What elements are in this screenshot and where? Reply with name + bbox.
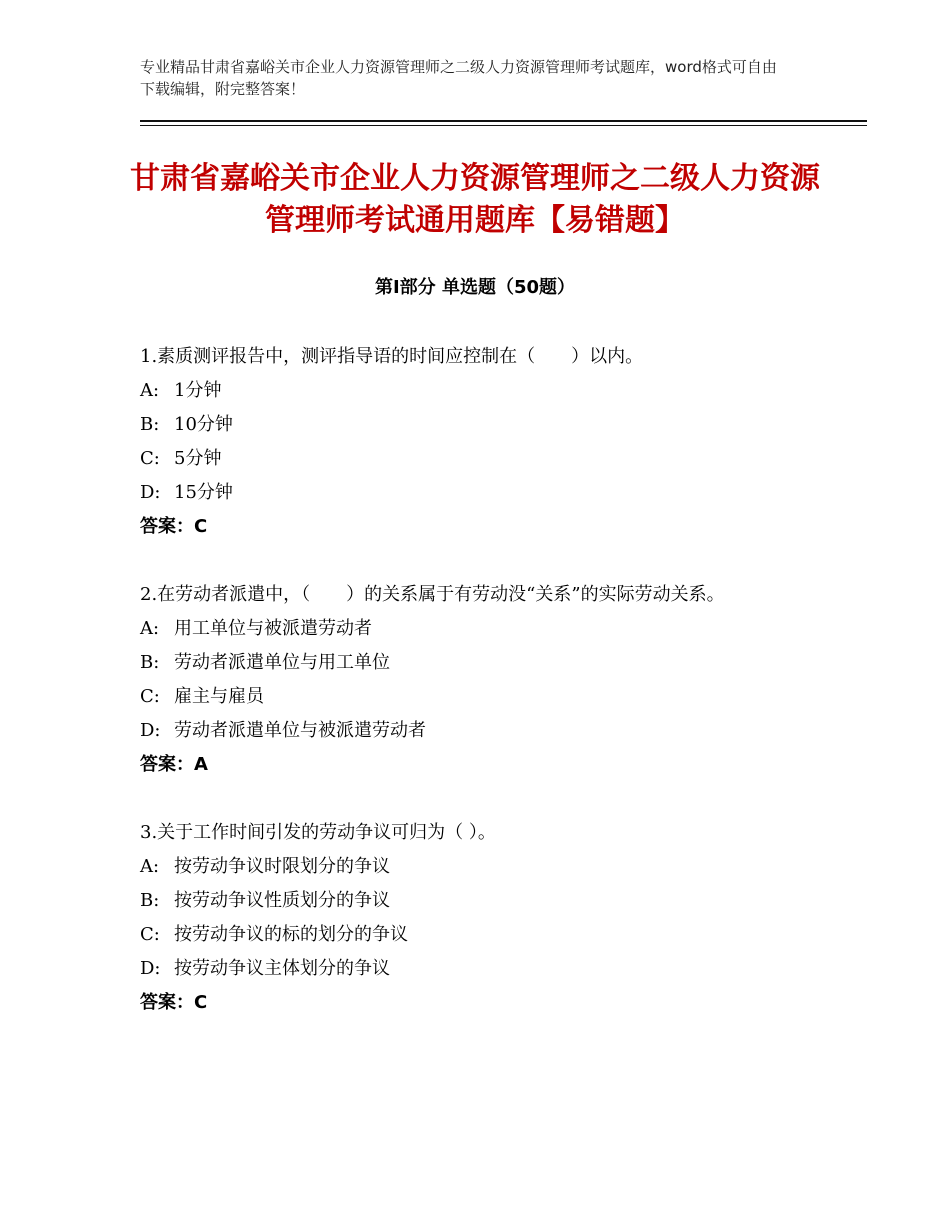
option-letter: D: — [140, 720, 161, 741]
option-a — [140, 612, 820, 646]
option-letter: D: — [140, 958, 161, 979]
question-stem: 3.关于工作时间引发的劳动争议可归为（ ）。 — [140, 822, 496, 843]
option-text: 用工单位与被派遣劳动者 — [174, 618, 372, 639]
header-rule-thin — [140, 125, 867, 126]
question-1 — [140, 340, 820, 544]
option-letter: A: — [140, 618, 160, 639]
option-text: 15分钟 — [174, 482, 233, 503]
option-text: 按劳动争议的标的划分的争议 — [174, 924, 408, 945]
option-d — [140, 714, 820, 748]
option-d — [140, 476, 820, 510]
option-text: 劳动者派遣单位与被派遣劳动者 — [174, 720, 426, 741]
answer: 答案：C — [140, 992, 208, 1013]
option-c — [140, 918, 820, 952]
option-letter: B: — [140, 652, 160, 673]
question-stem: 1.素质测评报告中，测评指导语的时间应控制在（ ）以内。 — [140, 346, 644, 367]
option-letter: A: — [140, 856, 160, 877]
option-text: 5分钟 — [174, 448, 222, 469]
question-stem: 2.在劳动者派遣中，（ ）的关系属于有劳动没“关系”的实际劳动关系。 — [140, 584, 725, 605]
option-letter: A: — [140, 380, 160, 401]
option-text: 10分钟 — [174, 414, 233, 435]
option-letter: D: — [140, 482, 161, 503]
option-letter: C: — [140, 448, 160, 469]
option-a — [140, 850, 820, 884]
option-b — [140, 884, 820, 918]
option-text: 劳动者派遣单位与用工单位 — [174, 652, 390, 673]
option-a — [140, 374, 820, 408]
question-list — [140, 340, 820, 1054]
answer: 答案：A — [140, 754, 208, 775]
option-text: 1分钟 — [174, 380, 222, 401]
header-rule-thick — [140, 120, 867, 122]
option-letter: B: — [140, 890, 160, 911]
document-title: 甘肃省嘉峪关市企业人力资源管理师之二级人力资源管理师考试通用题库【易错题】 — [130, 161, 820, 238]
option-d — [140, 952, 820, 986]
answer: 答案：C — [140, 516, 208, 537]
section-title: 第Ⅰ部分 单选题（50题） — [374, 277, 575, 298]
option-b — [140, 408, 820, 442]
option-c — [140, 442, 820, 476]
option-b — [140, 646, 820, 680]
question-3 — [140, 816, 820, 1020]
option-letter: C: — [140, 686, 160, 707]
question-2 — [140, 578, 820, 782]
option-text: 雇主与雇员 — [174, 686, 264, 707]
option-c — [140, 680, 820, 714]
option-letter: C: — [140, 924, 160, 945]
header-note: 专业精品甘肃省嘉峪关市企业人力资源管理师之二级人力资源管理师考试题库，word格式可自由下载编辑，附完整答案！ — [140, 58, 777, 98]
option-text: 按劳动争议性质划分的争议 — [174, 890, 390, 911]
option-text: 按劳动争议时限划分的争议 — [174, 856, 390, 877]
option-letter: B: — [140, 414, 160, 435]
option-text: 按劳动争议主体划分的争议 — [174, 958, 390, 979]
